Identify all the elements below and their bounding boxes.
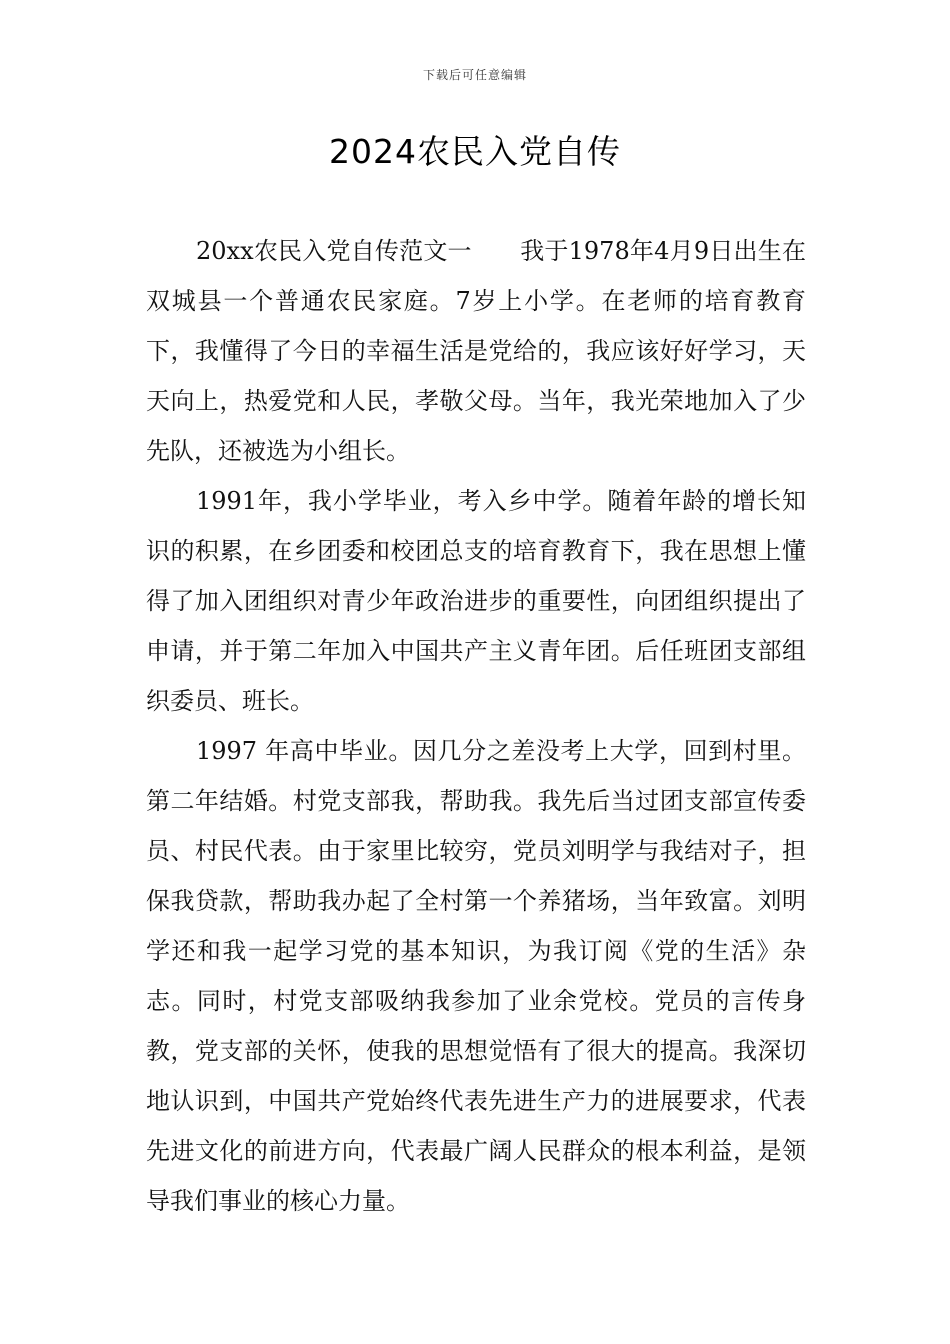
paragraph: 1997 年高中毕业。因几分之差没考上大学，回到村里。第二年结婚。村党支部我，帮助我。我先后当过团支部宣传委员、村民代表。由于家里比较穷，党员刘明学与我结对子，担保我贷款，帮助我办起了全村第一个养猪场，当年致富。刘明学还和我一起学习党的基本知识，为我订阅《党的生活》杂志。同时，村党支部吸纳我参加了业余党校。党员的言传身教，党支部的关怀，使我的思想觉悟有了很大的提高。我深切地认识到，中国共产党始终代表先进生产力的进展要求，代表先进文化的前进方向，代表最广阔人民群众的根本利益，是领导我们事业的核心力量。 bbox=[146, 737, 806, 1215]
document-body bbox=[146, 226, 806, 1226]
paragraph: 20xx农民入党自传范文一 我于1978年4月9日出生在双城县一个普通农民家庭。7岁上小学。在老师的培育教育下，我懂得了今日的幸福生活是党给的，我应该好好学习，天天向上，热爱党和人民，孝敬父母。当年，我光荣地加入了少先队，还被选为小组长。 bbox=[146, 237, 806, 465]
paragraph: 1991年，我小学毕业，考入乡中学。随着年龄的增长知识的积累，在乡团委和校团总支的培育教育下，我在思想上懂得了加入团组织对青少年政治进步的重要性，向团组织提出了申请，并于第二年加入中国共产主义青年团。后任班团支部组织委员、班长。 bbox=[146, 487, 806, 715]
page-title: 2024农民入党自传 bbox=[329, 132, 621, 171]
header-note: 下载后可任意编辑 bbox=[422, 68, 527, 82]
